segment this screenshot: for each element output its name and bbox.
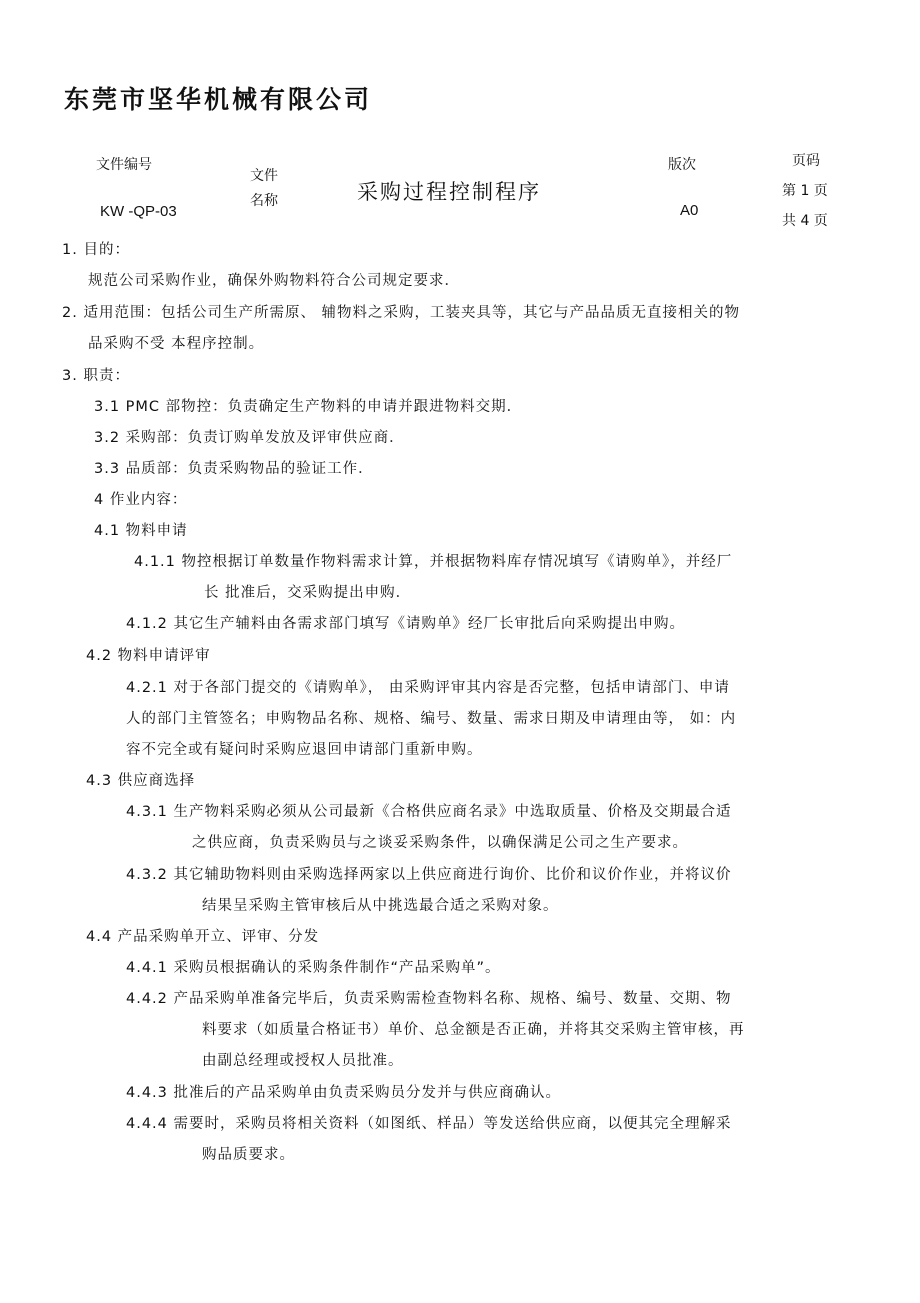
item-4-2-1-cont-2: 容不完全或有疑问时采购应退回申请部门重新申购。	[126, 742, 483, 758]
item-4-1-1-cont: 长 批准后，交采购提出申购．	[204, 585, 412, 601]
item-4-4-2-cont-2: 由副总经理或授权人员批准。	[202, 1053, 404, 1069]
item-3-1: 3.1 PMC 部物控：负责确定生产物料的申请并跟进物料交期．	[94, 399, 523, 415]
item-4-3-heading: 4.3 供应商选择	[86, 773, 196, 789]
section-2-text-cont: 品采购不受 本程序控制。	[88, 336, 265, 352]
item-4-2-1: 4.2.1 对于各部门提交的《请购单》， 由采购评审其内容是否完整，包括申请部门、申请	[126, 680, 730, 696]
file-number-label: 文件编号	[96, 157, 152, 173]
item-4-3-2-cont: 结果呈采购主管审核后从中挑选最合适之采购对象。	[202, 898, 559, 914]
version-label: 版次	[668, 157, 696, 173]
item-4-4-4: 4.4.4 需要时，采购员将相关资料（如图纸、样品）等发送给供应商，以便其完全理解采	[126, 1116, 732, 1132]
page-current: 第 1 页	[782, 183, 828, 199]
page-total: 共 4 页	[782, 213, 828, 229]
item-4-4-heading: 4.4 产品采购单开立、评审、分发	[86, 929, 320, 945]
item-4-3-1: 4.3.1 生产物料采购必须从公司最新《合格供应商名录》中选取质量、价格及交期最合适	[126, 804, 732, 820]
section-3-heading: 3. 职责：	[62, 368, 130, 384]
item-4-4-1: 4.4.1 采购员根据确认的采购条件制作“产品采购单”。	[126, 960, 501, 976]
file-name-label-2: 名称	[250, 193, 278, 209]
section-4-heading: 4 作业内容：	[94, 492, 188, 508]
item-4-4-2: 4.4.2 产品采购单准备完毕后，负责采购需检查物料名称、规格、编号、数量、交期、物	[126, 991, 732, 1007]
item-3-3: 3.3 品质部：负责采购物品的验证工作．	[94, 461, 374, 477]
section-2-text: 2. 适用范围：包括公司生产所需原、 辅物料之采购，工装夹具等，其它与产品品质无直接相关的物	[62, 305, 741, 321]
item-4-1-heading: 4.1 物料申请	[94, 523, 188, 539]
item-4-3-1-cont: 之供应商，负责采购员与之谈妥采购条件，以确保满足公司之生产要求。	[192, 835, 688, 851]
item-4-2-heading: 4.2 物料申请评审	[86, 648, 211, 664]
item-4-3-2: 4.3.2 其它辅助物料则由采购选择两家以上供应商进行询价、比价和议价作业，并将议价	[126, 867, 732, 883]
item-4-4-2-cont-1: 料要求（如质量合格证书）单价、总金额是否正确，并将其交采购主管审核，再	[202, 1022, 745, 1038]
item-4-1-1: 4.1.1 物控根据订单数量作物料需求计算，并根据物料库存情况填写《请购单》，并经厂	[134, 554, 733, 570]
file-number-value: KW -QP-03	[100, 203, 177, 220]
item-4-2-1-cont-1: 人的部门主管签名；申购物品名称、规格、编号、数量、需求日期及申请理由等， 如：内	[126, 711, 737, 727]
document-title: 采购过程控制程序	[357, 180, 541, 204]
page-label: 页码	[792, 153, 820, 169]
section-1-heading: 1. 目的：	[62, 242, 130, 258]
company-name: 东莞市坚华机械有限公司	[64, 85, 373, 114]
version-value: A0	[680, 202, 699, 219]
item-3-2: 3.2 采购部：负责订购单发放及评审供应商．	[94, 430, 405, 446]
file-name-label-1: 文件	[250, 168, 278, 184]
item-4-1-2: 4.1.2 其它生产辅料由各需求部门填写《请购单》经厂长审批后向采购提出申购。	[126, 616, 686, 632]
item-4-4-4-cont: 购品质要求。	[202, 1147, 295, 1163]
item-4-4-3: 4.4.3 批准后的产品采购单由负责采购员分发并与供应商确认。	[126, 1085, 562, 1101]
section-1-text: 规范公司采购作业，确保外购物料符合公司规定要求．	[88, 273, 460, 289]
